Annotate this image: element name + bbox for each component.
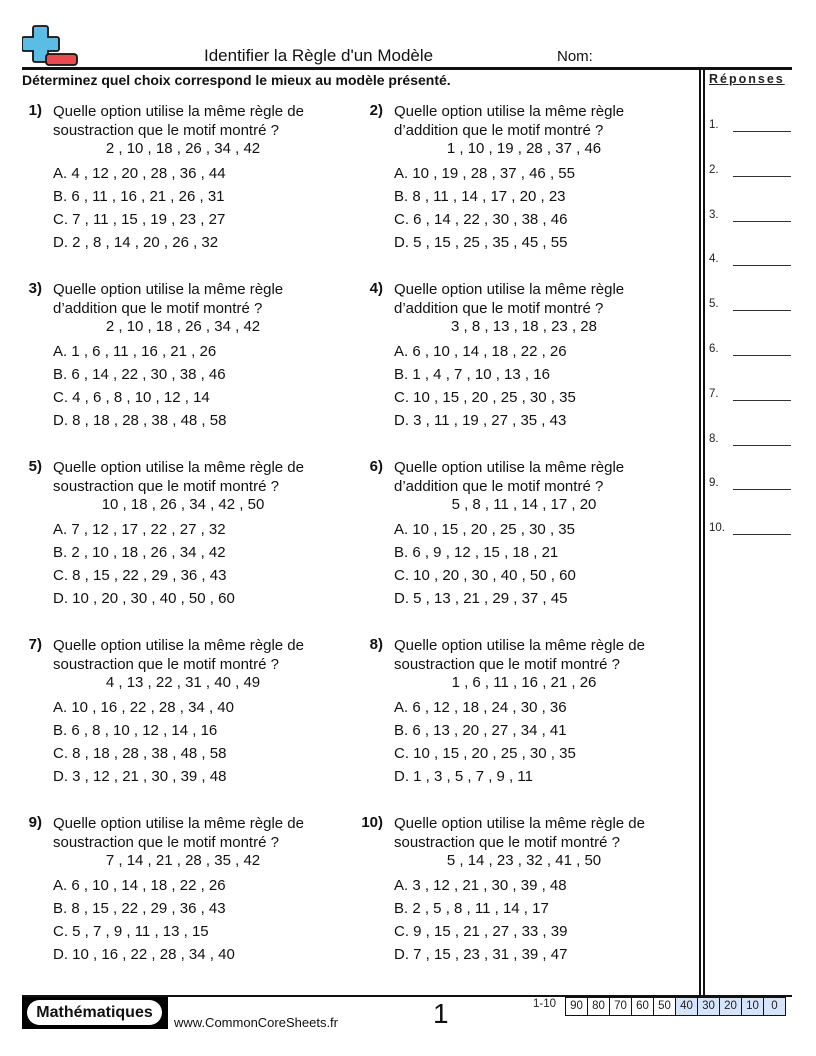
- website-link[interactable]: www.CommonCoreSheets.fr: [174, 1015, 338, 1030]
- page-number: 1: [433, 998, 449, 1029]
- question-pattern: 3 , 8 , 13 , 18 , 23 , 28: [451, 318, 597, 335]
- answer-option: B. 6 , 14 , 22 , 30 , 38 , 46: [53, 366, 226, 383]
- score-cell: 70: [610, 998, 632, 1015]
- answer-option: D. 1 , 3 , 5 , 7 , 9 , 11: [394, 768, 533, 785]
- answer-slot[interactable]: [709, 209, 794, 229]
- answer-blank-line[interactable]: [733, 265, 791, 266]
- score-cell: 0: [764, 998, 786, 1015]
- question-number: 3): [28, 280, 42, 297]
- worksheet-title: Identifier la Règle d'un Modèle: [204, 46, 434, 65]
- question-item: [22, 814, 342, 984]
- score-cell: 30: [698, 998, 720, 1015]
- question-pattern: 10 , 18 , 26 , 34 , 42 , 50: [101, 496, 265, 513]
- question-text: Quelle option utilise la même règle d’addition que le motif montré ?: [53, 281, 284, 317]
- question-number: 9): [28, 814, 42, 831]
- answer-number: 1.: [709, 119, 719, 131]
- subject-label: Mathématiques: [27, 1000, 162, 1025]
- answers-heading: Réponses: [709, 72, 785, 86]
- question-number: 10): [361, 814, 383, 831]
- answer-option: B. 6 , 13 , 20 , 27 , 34 , 41: [394, 722, 567, 739]
- answer-option: B. 2 , 10 , 18 , 26 , 34 , 42: [53, 544, 226, 561]
- header-divider: [22, 67, 792, 70]
- question-text: Quelle option utilise la même règle de soustraction que le motif montré ?: [53, 459, 304, 495]
- answer-option: D. 7 , 15 , 23 , 31 , 39 , 47: [394, 946, 568, 963]
- question-pattern: 1 , 6 , 11 , 16 , 21 , 26: [451, 674, 597, 691]
- answer-number: 7.: [709, 387, 719, 400]
- score-cell: 10: [742, 998, 764, 1015]
- answer-option: B. 6 , 9 , 12 , 15 , 18 , 21: [394, 544, 559, 561]
- answer-slot[interactable]: [709, 164, 794, 184]
- answer-slot[interactable]: [709, 477, 794, 497]
- answer-number: 8.: [709, 432, 719, 445]
- answer-option: B. 6 , 11 , 16 , 21 , 26 , 31: [53, 188, 225, 205]
- answer-option: B. 1 , 4 , 7 , 10 , 13 , 16: [394, 366, 550, 383]
- answer-option: B. 8 , 15 , 22 , 29 , 36 , 43: [53, 900, 226, 917]
- question-text: Quelle option utilise la même règle de soustraction que le motif montré ?: [53, 815, 304, 851]
- answer-blank-line[interactable]: [733, 221, 791, 222]
- answer-slot[interactable]: [709, 253, 794, 273]
- score-cell: 60: [632, 998, 654, 1015]
- answer-option: C. 7 , 11 , 15 , 19 , 23 , 27: [53, 211, 226, 228]
- question-item: [363, 814, 683, 984]
- answer-option: A. 10 , 15 , 20 , 25 , 30 , 35: [394, 521, 575, 538]
- answer-blank-line[interactable]: [733, 445, 791, 446]
- score-range-label: 1-10: [533, 998, 557, 1010]
- question-number: 5): [28, 458, 42, 475]
- question-item: [363, 458, 683, 628]
- answer-option: C. 8 , 15 , 22 , 29 , 36 , 43: [53, 567, 227, 584]
- question-item: [363, 280, 683, 450]
- answer-option: B. 2 , 5 , 8 , 11 , 14 , 17: [394, 900, 549, 917]
- answer-option: C. 8 , 18 , 28 , 38 , 48 , 58: [53, 745, 227, 762]
- answer-option: A. 6 , 10 , 14 , 18 , 22 , 26: [53, 877, 226, 894]
- answer-number: 4.: [709, 253, 719, 266]
- question-item: [363, 636, 683, 806]
- answer-number: 3.: [709, 208, 719, 221]
- answer-option: D. 5 , 13 , 21 , 29 , 37 , 45: [394, 590, 568, 607]
- answer-option: C. 10 , 15 , 20 , 25 , 30 , 35: [394, 389, 576, 406]
- answer-number: 2.: [709, 163, 719, 176]
- answer-option: C. 5 , 7 , 9 , 11 , 13 , 15: [53, 923, 209, 940]
- score-table: [565, 997, 786, 1016]
- answer-option: D. 2 , 8 , 14 , 20 , 26 , 32: [53, 234, 219, 251]
- answer-option: A. 6 , 10 , 14 , 18 , 22 , 26: [394, 343, 567, 360]
- answer-blank-line[interactable]: [733, 534, 791, 535]
- question-pattern: 7 , 14 , 21 , 28 , 35 , 42: [105, 852, 261, 869]
- score-cell: 90: [566, 998, 588, 1015]
- answer-blank-line[interactable]: [733, 400, 791, 401]
- question-number: 2): [369, 102, 383, 119]
- score-cell: 50: [654, 998, 676, 1015]
- question-item: [22, 102, 342, 272]
- question-text: Quelle option utilise la même règle de soustraction que le motif montré ?: [394, 815, 645, 851]
- answer-option: D. 3 , 11 , 19 , 27 , 35 , 43: [394, 412, 567, 429]
- answer-slot[interactable]: [709, 119, 794, 139]
- answer-option: A. 7 , 12 , 17 , 22 , 27 , 32: [53, 521, 226, 538]
- question-text: Quelle option utilise la même règle de soustraction que le motif montré ?: [394, 637, 645, 673]
- answer-option: A. 10 , 16 , 22 , 28 , 34 , 40: [53, 699, 234, 716]
- answer-slot[interactable]: [709, 388, 794, 408]
- answer-number: 5.: [709, 298, 719, 311]
- instructions: Déterminez quel choix correspond le mieux au modèle présenté.: [22, 72, 451, 88]
- score-cell: 80: [588, 998, 610, 1015]
- answer-option: D. 10 , 16 , 22 , 28 , 34 , 40: [53, 946, 235, 963]
- question-pattern: 2 , 10 , 18 , 26 , 34 , 42: [105, 140, 261, 157]
- question-pattern: 1 , 10 , 19 , 28 , 37 , 46: [446, 140, 602, 157]
- question-text: Quelle option utilise la même règle de soustraction que le motif montré ?: [53, 103, 304, 139]
- question-text: Quelle option utilise la même règle d’addition que le motif montré ?: [394, 281, 625, 317]
- answer-slot[interactable]: [709, 343, 794, 363]
- answer-option: A. 6 , 12 , 18 , 24 , 30 , 36: [394, 699, 567, 716]
- question-text: Quelle option utilise la même règle d’addition que le motif montré ?: [394, 103, 625, 139]
- score-cell: 40: [676, 998, 698, 1015]
- question-number: 1): [28, 102, 42, 119]
- question-item: [22, 636, 342, 806]
- answer-column-divider: [703, 69, 705, 997]
- answer-column-divider: [699, 69, 701, 997]
- answer-slot[interactable]: [709, 298, 794, 318]
- answer-blank-line[interactable]: [733, 355, 791, 356]
- question-number: 8): [369, 636, 383, 653]
- name-field-label: Nom:: [557, 48, 593, 65]
- answer-option: C. 9 , 15 , 21 , 27 , 33 , 39: [394, 923, 568, 940]
- answer-slot[interactable]: [709, 433, 794, 453]
- question-number: 4): [369, 280, 383, 297]
- answer-slot[interactable]: [709, 522, 794, 542]
- score-cell: 20: [720, 998, 742, 1015]
- question-pattern: 5 , 14 , 23 , 32 , 41 , 50: [446, 852, 602, 869]
- answer-number: 6.: [709, 343, 719, 355]
- question-item: [22, 458, 342, 628]
- plus-minus-logo-icon: [22, 24, 80, 68]
- answer-option: A. 10 , 19 , 28 , 37 , 46 , 55: [394, 165, 575, 182]
- answer-option: C. 6 , 14 , 22 , 30 , 38 , 46: [394, 211, 568, 228]
- answer-option: C. 4 , 6 , 8 , 10 , 12 , 14: [53, 389, 210, 406]
- question-text: Quelle option utilise la même règle de soustraction que le motif montré ?: [53, 637, 304, 673]
- answer-blank-line[interactable]: [733, 131, 791, 132]
- question-item: [22, 280, 342, 450]
- answer-option: A. 3 , 12 , 21 , 30 , 39 , 48: [394, 877, 567, 894]
- answer-option: B. 6 , 8 , 10 , 12 , 14 , 16: [53, 722, 218, 739]
- answer-option: D. 10 , 20 , 30 , 40 , 50 , 60: [53, 590, 235, 607]
- answer-option: A. 4 , 12 , 20 , 28 , 36 , 44: [53, 165, 226, 182]
- answer-number: 10.: [709, 522, 725, 535]
- question-number: 7): [28, 636, 42, 653]
- question-number: 6): [369, 458, 383, 475]
- question-item: [363, 102, 683, 272]
- question-text: Quelle option utilise la même règle d’addition que le motif montré ?: [394, 459, 625, 495]
- answer-option: D. 8 , 18 , 28 , 38 , 48 , 58: [53, 412, 227, 429]
- question-pattern: 4 , 13 , 22 , 31 , 40 , 49: [105, 674, 261, 691]
- answer-option: A. 1 , 6 , 11 , 16 , 21 , 26: [53, 343, 217, 360]
- answer-option: D. 5 , 15 , 25 , 35 , 45 , 55: [394, 234, 568, 251]
- answer-blank-line[interactable]: [733, 489, 791, 490]
- answer-option: C. 10 , 15 , 20 , 25 , 30 , 35: [394, 745, 576, 762]
- question-pattern: 5 , 8 , 11 , 14 , 17 , 20: [451, 496, 597, 513]
- answer-option: B. 8 , 11 , 14 , 17 , 20 , 23: [394, 188, 566, 205]
- answer-option: C. 10 , 20 , 30 , 40 , 50 , 60: [394, 567, 576, 584]
- answer-blank-line[interactable]: [733, 176, 791, 177]
- subject-badge: [22, 997, 168, 1029]
- question-pattern: 2 , 10 , 18 , 26 , 34 , 42: [105, 318, 261, 335]
- answer-blank-line[interactable]: [733, 310, 791, 311]
- answer-number: 9.: [709, 477, 719, 490]
- answer-option: D. 3 , 12 , 21 , 30 , 39 , 48: [53, 768, 227, 785]
